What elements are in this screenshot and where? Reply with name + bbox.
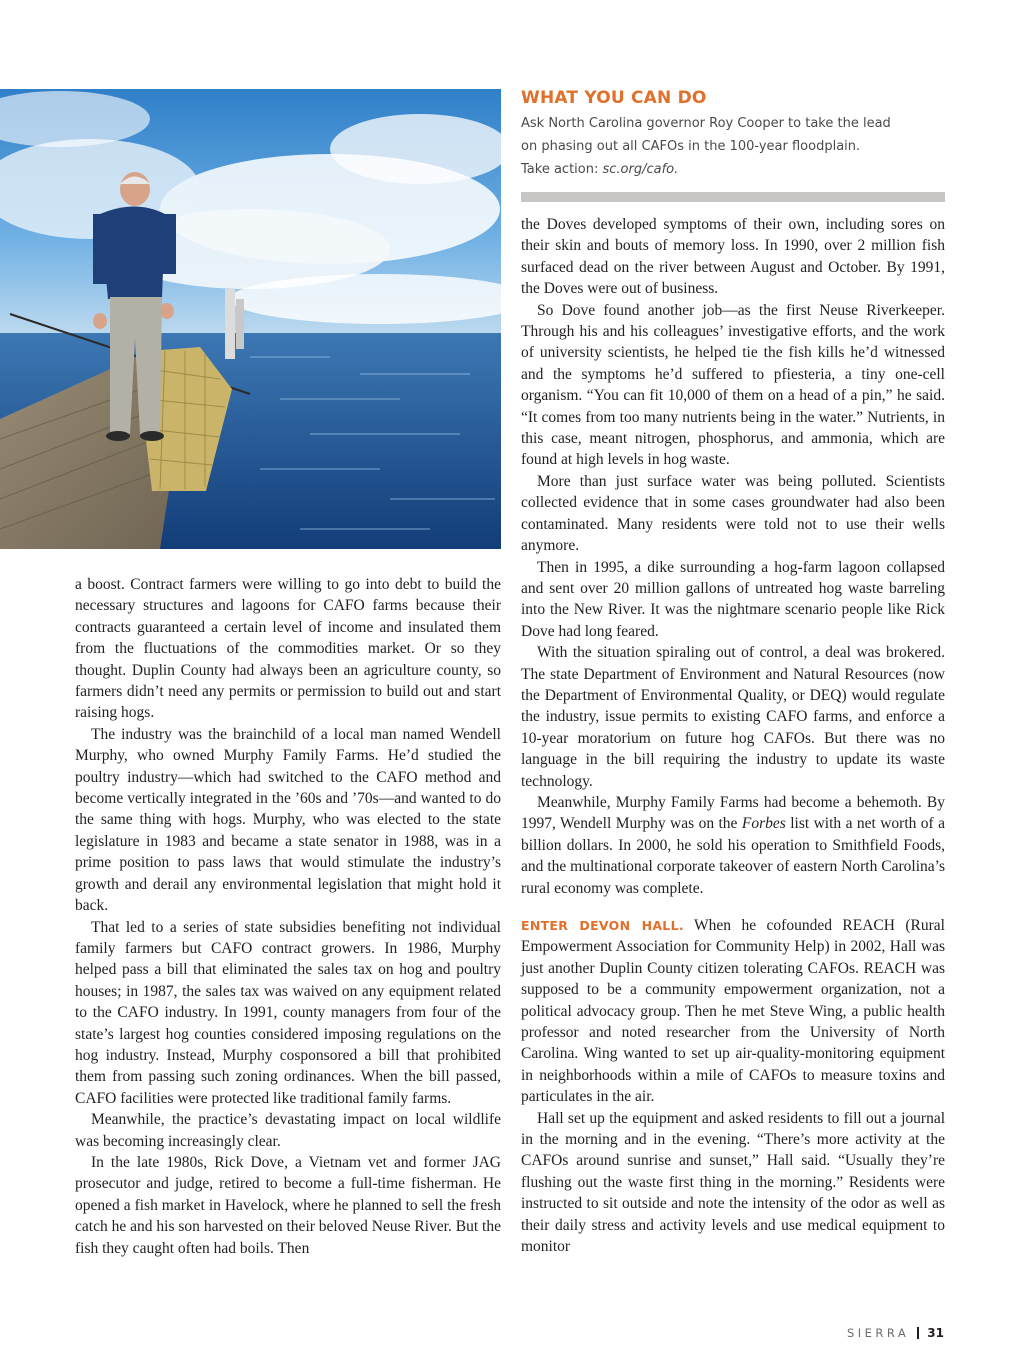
paragraph: That led to a series of state subsidies benefiting not individual family farmers but CAFO contract growers. In 1986, Murphy helped pass a bill that eliminated the sales tax on hog and poultry houses; in 1987, the sales tax was waived on any equipment related to the CAFO industry. In 1991, county managers from four of the state’s largest hog counties considered imposing regulations on the hog industry. Instead, Murphy cosponsored a bill that prohibited them from passing such zoning ordinances. When the bill passed, CAFO facilities were protected like traditional family farms. [75,918,501,1107]
what-you-can-do-sidebar [521,88,945,181]
sidebar-line-1: Ask North Carolina governor Roy Cooper to take the lead [521,116,891,131]
take-action-label: Take action: [521,162,599,177]
page-number: 31 [927,1326,944,1340]
paragraph: the Doves developed symptoms of their own, including sores on their skin and bouts of memory loss. In 1990, over 2 million fish surfaced dead on the river between August and October. By 1991, the Doves were out of business. [521,216,945,298]
sidebar-line-2: on phasing out all CAFOs in the 100-year floodplain. [521,139,861,154]
paragraph: Hall set up the equipment and asked residents to fill out a journal in the morning and in the evening. “There’s more activity at the CAFOs around sunrise and sunset,” Hall said. “Usually they’re flushing out the waste first thing in the morning.” Residents were instructed to sit outside and note the intensity of the odor as well as their daily stress and activity levels and use medical equipment to monitor [521,1109,945,1256]
forbes-title: Forbes [741,815,786,833]
take-action-link[interactable]: sc.org/cafo. [602,162,679,177]
sidebar-line-3 [521,158,945,181]
left-column [75,574,501,1259]
paragraph: a boost. Contract farmers were willing to go into debt to build the necessary structures and lagoons for CAFO farms because their contracts guaranteed a certain level of income and insulated them from the fluctuations of the commodities market. Or so they thought. Duplin County had always been an agriculture county, so farmers didn’t need any permits or permission to build out and start raising hogs. [75,576,501,722]
right-column [521,214,945,1258]
sidebar-title: WHAT YOU CAN DO [521,88,707,108]
dock-photo-illustration [0,89,501,549]
section-lead-in: ENTER DEVON HALL. [521,918,684,933]
section-break [521,899,945,915]
magazine-name: SIERRA [846,1326,910,1340]
sidebar-divider [521,192,945,202]
sidebar-body [521,112,945,181]
paragraph: With the situation spiraling out of control, a deal was brokered. The state Department of Environment and Natural Resources (now the Department of Environmental Quality, or DEQ) would regulate the industry, issue permits to existing CAFO farms, and enforce a 10-year moratorium on future hog CAFOs. But there was no language in the bill requiring the industry to update its waste technology. [521,644,945,790]
page-footer [847,1326,944,1340]
paragraph [521,792,945,899]
paragraph: The industry was the brainchild of a local man named Wendell Murphy, who owned Murphy Family Farms. He’d studied the poultry industry—which had switched to the CAFO method and become vertically integrated in the ’60s and ’70s—and wanted to do the same thing with hogs. Murphy, who was elected to the state legislature in 1983 and became a state senator in 1988, was in a prime position to pass laws that would stimulate the industry’s growth and derail any environmental legislation that might hold it back. [75,725,501,915]
paragraph: More than just surface water was being polluted. Scientists collected evidence that in some cases groundwater had also been contaminated. Many residents were told not to use their wells anymore. [521,472,945,555]
paragraph: In the late 1980s, Rick Dove, a Vietnam vet and former JAG prosecutor and judge, retired to become a full-time fisherman. He opened a fish market in Havelock, where he planned to sell the fresh catch he and his son harvested on their beloved Neuse River. But the fish they caught often had boils. Then [75,1153,501,1257]
text-run: When he cofounded REACH (Rural Empowerment Association for Community Help) in 2002, Hall was just another Duplin County citizen tolerating CAFOs. REACH was supposed to be a community empowerment organization, not a political advocacy group. Then he met Steve Wing, a public health professor and noted researcher from the University of North Carolina. Wing wanted to set up air-quality-monitoring equipment in neighborhoods within a mile of CAFOs to measure toxins and particulates in the air. [521,917,945,1106]
folio-divider [917,1327,919,1339]
article-photo [0,89,501,549]
paragraph: So Dove found another job—as the first Neuse Riverkeeper. Through his and his colleagues’ investigative efforts, and the work of university scientists, he helped tie the fish kills he’d witnessed and the symptoms he’d suffered to pfiesteria, a tiny one-cell organism. “You can fit 10,000 of them on a head of a pin,” he said. “It comes from too many nutrients being in the water.” Nutrients, in this case, meant nitrogen, phosphorus, and ammonia, which are found at high levels in hog waste. [521,301,945,469]
paragraph [521,915,945,1108]
text-run: Meanwhile, Murphy Family Farms had become a behemoth. By 1997, Wendell Murphy was on the [521,793,945,833]
paragraph: Then in 1995, a dike surrounding a hog-farm lagoon collapsed and sent over 20 million gallons of untreated hog waste barreling into the New River. It was the nightmare scenario people like Rick Dove had long feared. [521,558,945,640]
paragraph: Meanwhile, the practice’s devastating impact on local wildlife was becoming increasingly clear. [75,1111,501,1150]
text-run: list with a net worth of a billion dollars. In 2000, he sold his operation to Smithfield Foods, and the multinational corporate takeover of eastern North Carolina’s rural economy was complete. [521,815,946,897]
